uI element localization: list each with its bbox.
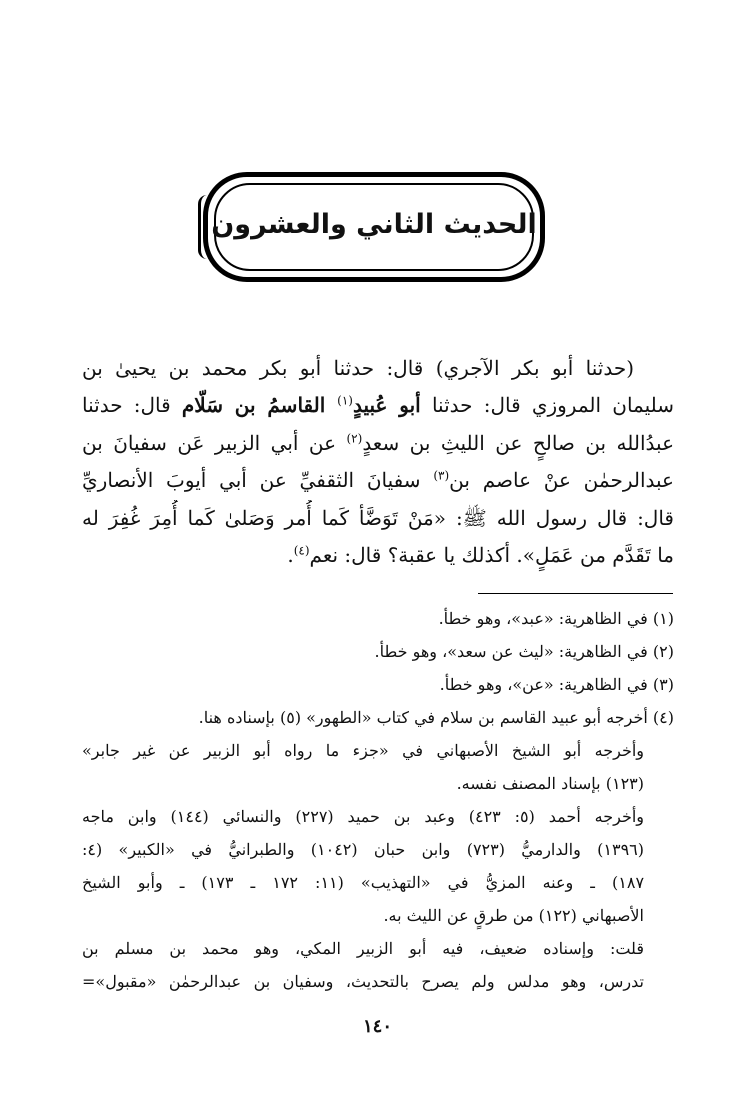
footnote-1: (١) في الظاهرية: «عبد»، وهو خطأ.	[438, 609, 674, 628]
hadith-line-3	[82, 425, 674, 462]
text-segment: سفيانَ الثقفيِّ عن أبي أيوبَ الأنصاريِّ	[82, 468, 434, 493]
footnote-4-continued: (١٣٩٦) والدارميُّ (٧٢٣) وابن حبان (١٠٤٢) والطبرانيُّ في «الكبير» (٤:	[82, 840, 644, 859]
text-segment: عبدُالله بن صالحٍ عن الليثِ بن سعدٍ	[362, 430, 674, 455]
text-segment: ما تَقَدَّم من عَمَلٍ». أكذلك يا عقبة؟ قال: نعم	[309, 542, 674, 567]
footnote-2: (٢) في الظاهرية: «ليث عن سعد»، وهو خطأ.	[374, 642, 674, 661]
footnote-4-continued: (١٢٣) بإسناد المصنف نفسه.	[456, 774, 644, 793]
footnotes	[82, 602, 674, 998]
hadith-text	[82, 350, 674, 574]
footnote-separator	[478, 593, 673, 594]
footnote-ref-2: (٢)	[346, 431, 363, 446]
text-segment: سليمان المروزي قال: حدثنا	[420, 393, 674, 418]
page-number: ١٤٠	[362, 1016, 392, 1037]
footnote-3: (٣) في الظاهرية: «عن»، وهو خطأ.	[439, 675, 674, 694]
text-segment: قال: حدثنا	[82, 393, 182, 418]
footnote-4-continued: تدرس، وهو مدلس ولم يصرح بالتحديث، وسفيان بن عبدالرحمٰن «مقبول»=	[82, 972, 644, 991]
text-segment: عن أبي الزبير عَن سفيانَ بن	[82, 430, 347, 455]
hadith-line-1: (حدثنا أبو بكر الآجري) قال: حدثنا أبو بكر محمد بن يحيىٰ بن	[82, 356, 634, 380]
footnote-4-continued: الأصبهاني (١٢٢) من طرقٍ عن الليث به.	[383, 906, 644, 925]
text-segment: .	[287, 542, 294, 567]
hadith-line-2	[82, 387, 674, 424]
chapter-title-frame	[203, 172, 545, 282]
footnote-ref-3: (٣)	[433, 468, 450, 483]
footnote-4: (٤) أخرجه أبو عبيد القاسم بن سلام في كتاب «الطهور» (٥) بإسناده هنا.	[198, 708, 674, 727]
hadith-line-4	[82, 462, 674, 499]
hadith-line-6	[82, 537, 674, 574]
text-segment: عبدالرحمٰن عنْ عاصم بن	[449, 468, 674, 493]
footnote-4-continued: وأخرجه أحمد (٥: ٤٢٣) وعبد بن حميد (٢٢٧) والنسائي (١٤٤) وابن ماجه	[82, 807, 645, 826]
footnote-ref-4: (٤)	[293, 543, 310, 558]
footnote-ref-1: (١)	[337, 393, 353, 408]
footnote-4-continued: ١٨٧) ـ وعنه المزيُّ في «التهذيب» (١١: ١٧٢ ـ ١٧٣) ـ وأبو الشيخ	[82, 873, 645, 892]
footnote-4-continued: قلت: وإسناده ضعيف، فيه أبو الزبير المكي، وهو محمد بن مسلم بن	[82, 939, 644, 958]
chapter-title: الحديث الثاني والعشرون	[211, 209, 537, 240]
footnote-4-continued: وأخرجه أبو الشيخ الأصبهاني في «جزء ما رواه أبو الزبير عن غير جابر»	[82, 741, 644, 760]
narrator-name: أبو عُبيدٍ	[352, 393, 421, 418]
narrator-name: القاسمُ بن سَلّام	[181, 393, 338, 418]
hadith-line-5: قال: قال رسول الله ﷺ: «مَنْ تَوَضَّأ كَما أُمر وَصَلىٰ كَما أُمِرَ غُفِرَ له	[82, 505, 674, 530]
